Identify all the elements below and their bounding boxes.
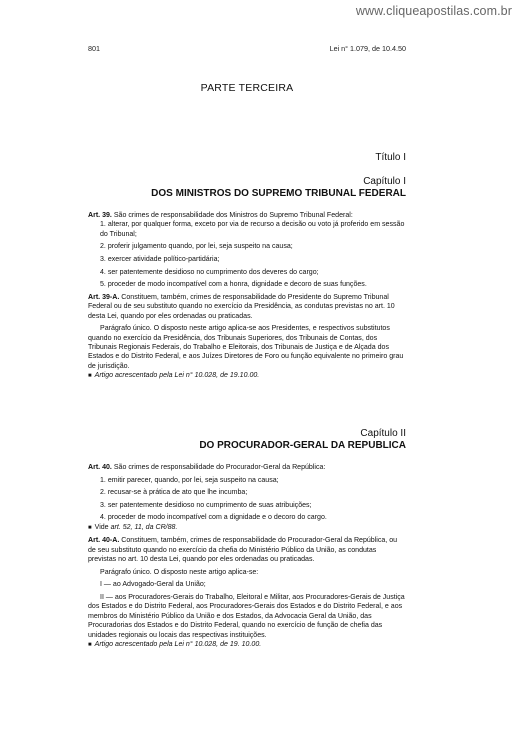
art-39-item: 5. proceder de modo incompatível com a honra, dignidade e decoro de suas funções.: [100, 281, 367, 289]
art-39-item: 3. exercer atividade político-partidária;: [100, 256, 220, 263]
art-40a-note: [88, 640, 406, 650]
art-39: [88, 211, 406, 220]
part-heading: PARTE TERCEIRA: [200, 82, 294, 94]
chapter-1-title: DOS MINISTROS DO SUPREMO TRIBUNAL FEDERAL: [151, 188, 406, 199]
art-40a-inciso-2: II — aos Procuradores-Gerais do Trabalho, Eleitoral e Militar, aos Procuradores-Gerais de Justiça dos Estados e do Distrito Federal, aos Procuradores-Gerais dos Estados e do Distrito Federal, e aos membros do Ministério Público da União e dos Estados, da Advocacia Geral da União, das Procuradorias dos Estados e do Distrito Federal, quando no exercício de função de chefia das unidades regionais ou locais das respectivas instituições.: [88, 593, 405, 639]
art-40a: [88, 536, 406, 564]
art-40-note-ref: art. 52, 11, da CR/88.: [110, 523, 178, 531]
art-39-text: São crimes de responsabilidade dos Ministros do Supremo Tribunal Federal:: [111, 212, 353, 219]
art-39a-text: Constituem, também, crimes de responsabilidade do Presidente do Supremo Tribunal Federal ou de seu substituto quando no exercício da Presidência, as condutas previstas no art. 10 desta Lei, quando por eles ordenadas ou praticadas.: [88, 293, 395, 320]
art-40-item: 2. recusar-se à prática de ato que lhe incumba;: [100, 489, 248, 497]
art-40a-paragrafo: Parágrafo único. O disposto neste artigo aplica-se:: [100, 568, 259, 576]
art-39a-note-text: Artigo acrescentado pela Lei n° 10.028, de 19.10.00.: [94, 372, 260, 380]
art-40a-text: Constituem, também, crimes de responsabilidade do Procurador-Geral da República, ou de seu substituto quando no exercício da chefia do Ministério Público da União, as condutas previstas no art. 10 desta Lei, quando por eles ordenadas ou praticadas.: [88, 537, 398, 564]
art-40a-note-text: Artigo acrescentado pela Lei n° 10.028, de 19. 10.00.: [94, 641, 262, 648]
art-39-item: 2. proferir julgamento quando, por lei, seja suspeito na causa;: [100, 243, 293, 251]
art-39a-note: [88, 371, 406, 381]
bullet-square-icon: ■: [88, 524, 92, 531]
page-number: 801: [88, 44, 100, 53]
title-heading: Título I: [375, 152, 406, 163]
art-40-label: Art. 40.: [88, 464, 112, 471]
art-40-note-prefix: Vide: [94, 523, 111, 531]
art-39a: [88, 293, 406, 321]
art-40-item: 1. emitir parecer, quando, por lei, seja suspeito na causa;: [100, 476, 279, 484]
art-40-note: [88, 523, 406, 533]
watermark-url: www.cliqueapostilas.com.br: [355, 4, 512, 18]
art-40-text: São crimes de responsabilidade do Procurador-Geral da República:: [111, 464, 326, 471]
art-39a-label: Art. 39-A.: [88, 293, 120, 301]
art-39-item: 4. ser patentemente desidioso no cumprimento dos deveres do cargo;: [100, 268, 319, 276]
chapter-2-title: DO PROCURADOR-GERAL DA REPUBLICA: [199, 440, 406, 451]
law-reference: Lei n° 1.079, de 10.4.50: [329, 44, 406, 53]
chapter-2-number: Capítulo II: [360, 428, 406, 439]
art-40-item: 4. proceder de modo incompatível com a dignidade e o decoro do cargo.: [100, 514, 327, 522]
art-39-label: Art. 39.: [88, 212, 112, 219]
art-39-item: 1. alterar, por qualquer forma, exceto por via de recurso a decisão ou voto já proferido em sessão do Tribunal;: [100, 221, 405, 238]
chapter-1-body: [88, 211, 406, 382]
chapter-2-body: [88, 463, 406, 650]
art-40a-inciso-1: I — ao Advogado-Geral da União;: [100, 581, 206, 589]
art-40: [88, 463, 406, 472]
art-40-item: 3. ser patentemente desidioso no cumprimento de suas atribuições;: [100, 501, 312, 509]
bullet-square-icon: ■: [88, 373, 92, 380]
art-39a-paragrafo: Parágrafo único. O disposto neste artigo aplica-se aos Presidentes, e respectivos substitutos quando no exercício da Presidência, dos Tribunais Superiores, dos Tribunais de Contas, dos Tribunais Regionais Federais, do Trabalho e Eleitorais, dos Tribunais de Justiça e de Alçada dos Estados e do Distrito Federal, e aos Juízes Diretores de Foro ou função equivalente no primeiro grau de jurisdição.: [88, 325, 404, 370]
bullet-square-icon: ■: [88, 642, 92, 648]
art-40a-label: Art. 40-A.: [88, 537, 120, 545]
chapter-1-number: Capítulo I: [363, 176, 406, 187]
